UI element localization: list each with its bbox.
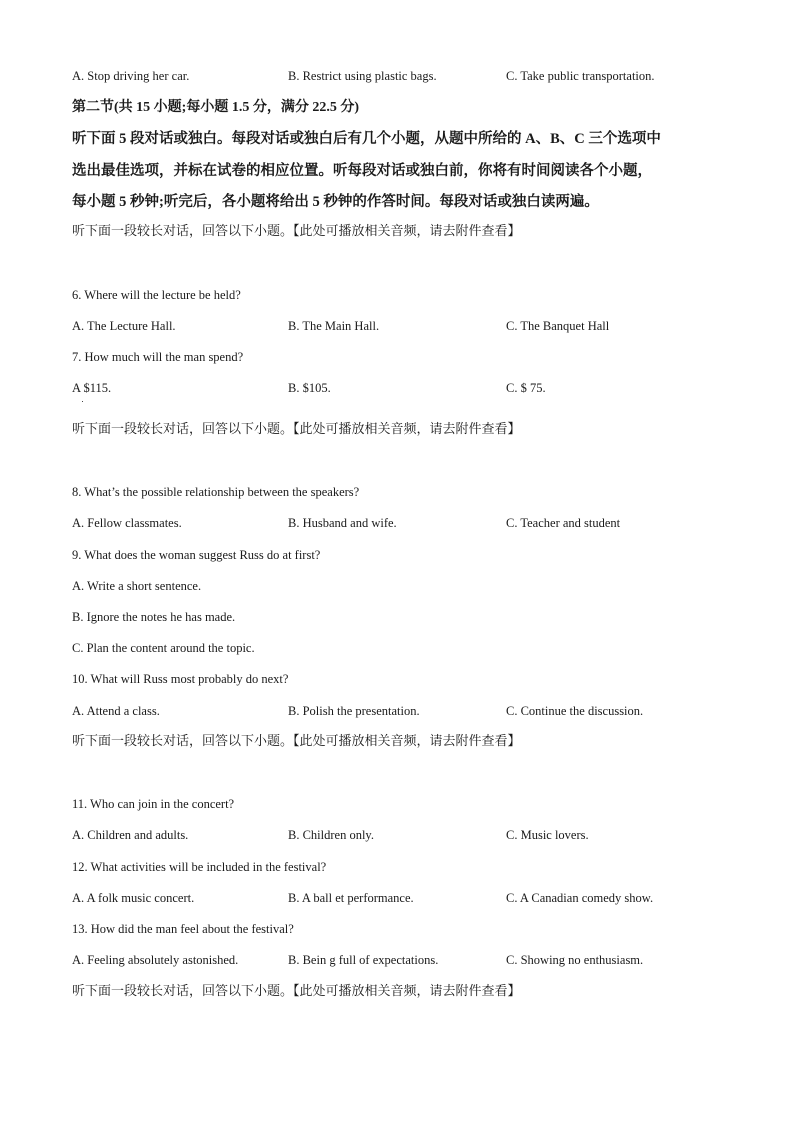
option-c: C. Take public transportation. (506, 69, 655, 83)
option-a: A. Attend a class. (72, 704, 160, 718)
option-c: C. $ 75. (506, 381, 546, 395)
stray-mark (82, 401, 83, 402)
section-heading: 第二节(共 15 小题;每小题 1.5 分，满分 22.5 分) (72, 100, 359, 115)
option-c: C. Teacher and student (506, 516, 621, 530)
option-c: C. Showing no enthusiasm. (506, 953, 644, 967)
option-a: A. Feeling absolutely astonished. (72, 953, 239, 967)
option-a: A. The Lecture Hall. (72, 319, 176, 333)
option-b: B. The Main Hall. (288, 319, 380, 333)
option-b: B. Children only. (288, 828, 374, 842)
option-a: A. Write a short sentence. (72, 579, 202, 593)
option-b: B. Polish the presentation. (288, 704, 420, 718)
question-text: 10. What will Russ most probably do next? (72, 672, 289, 686)
option-c: C. The Banquet Hall (506, 319, 610, 333)
option-a: A. Fellow classmates. (72, 516, 182, 530)
option-b: B. A ball et performance. (288, 891, 414, 905)
option-c: C. Music lovers. (506, 828, 589, 842)
option-b: B. Restrict using plastic bags. (288, 69, 437, 83)
question-text: 12. What activities will be included in the festival? (72, 860, 327, 874)
question-text: 13. How did the man feel about the festival? (72, 922, 294, 936)
option-a: A. Children and adults. (72, 828, 189, 842)
option-a: A $115. (72, 381, 112, 395)
question-text: 11. Who can join in the concert? (72, 797, 235, 811)
option-b: B. $105. (288, 381, 331, 395)
option-c: C. Plan the content around the topic. (72, 641, 255, 655)
instruction-line: 每小题 5 秒钟;听完后，各小题将给出 5 秒钟的作答时间。每段对话或独白读两遍。 (72, 194, 599, 210)
option-b: B. Ignore the notes he has made. (72, 610, 236, 624)
option-c: C. A Canadian comedy show. (506, 891, 654, 905)
audio-note: 听下面一段较长对话，回答以下小题。【此处可播放相关音频，请去附件查看】 (72, 224, 521, 239)
audio-note: 听下面一段较长对话，回答以下小题。【此处可播放相关音频，请去附件查看】 (72, 984, 521, 999)
question-text: 7. How much will the man spend? (72, 350, 244, 364)
option-c: C. Continue the discussion. (506, 704, 644, 718)
audio-note: 听下面一段较长对话，回答以下小题。【此处可播放相关音频，请去附件查看】 (72, 734, 521, 749)
instruction-line: 听下面 5 段对话或独白。每段对话或独白后有几个小题，从题中所给的 A、B、C 三个选项中 (72, 131, 661, 147)
question-text: 8. What’s the possible relationship between the speakers? (72, 485, 360, 499)
option-b: B. Bein g full of expectations. (288, 953, 439, 967)
question-text: 9. What does the woman suggest Russ do at first? (72, 548, 321, 562)
audio-note: 听下面一段较长对话，回答以下小题。【此处可播放相关音频，请去附件查看】 (72, 422, 521, 437)
question-text: 6. Where will the lecture be held? (72, 288, 241, 302)
instruction-line: 选出最佳选项，并标在试卷的相应位置。听每段对话或独白前，你将有时间阅读各个小题， (72, 163, 652, 179)
option-a: A. A folk music concert. (72, 891, 195, 905)
option-b: B. Husband and wife. (288, 516, 397, 530)
option-a: A. Stop driving her car. (72, 69, 190, 83)
